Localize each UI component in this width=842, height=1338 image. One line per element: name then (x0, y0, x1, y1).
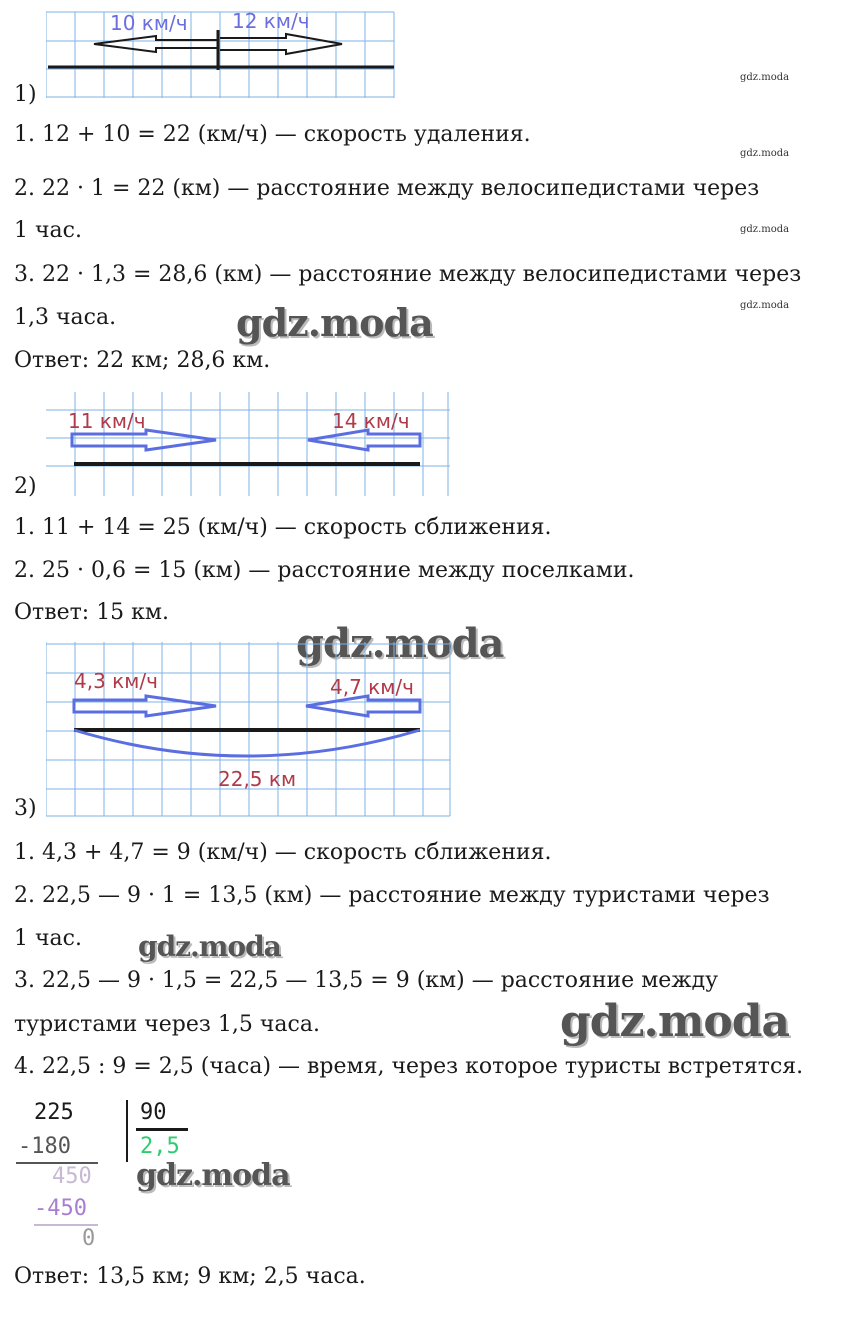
answer-line: Ответ: 22 км; 28,6 км. (14, 348, 271, 373)
arrow-right (306, 696, 420, 716)
diagram-1 (46, 6, 396, 102)
grid-lines (46, 12, 394, 98)
watermark-small: gdz.moda (740, 72, 790, 83)
grid-lines (46, 392, 450, 496)
diagram-3 (46, 642, 452, 822)
watermark-small: gdz.moda (740, 300, 790, 311)
solution-line: туристами через 1,5 часа. (14, 1012, 320, 1037)
diagram-3-svg (46, 642, 452, 818)
subtrahend-2: -450 (34, 1196, 87, 1221)
speed-left-label: 4,3 км/ч (74, 669, 158, 693)
speed-left-label: 11 км/ч (68, 409, 146, 433)
solution-line: 4. 22,5 : 9 = 2,5 (часа) — время, через которое туристы встретятся. (14, 1054, 804, 1079)
solution-line: 1. 4,3 + 4,7 = 9 (км/ч) — скорость сближения. (14, 840, 552, 865)
watermark-large: gdz.moda (138, 930, 281, 963)
distance-brace (74, 730, 420, 756)
watermark-large: gdz.moda (136, 1158, 290, 1193)
speed-right-label: 4,7 км/ч (330, 675, 414, 699)
watermark-small: gdz.moda (740, 224, 790, 235)
quotient: 2,5 (140, 1134, 180, 1159)
division-bar-vertical (126, 1100, 128, 1162)
solution-line: 2. 22,5 — 9 · 1 = 13,5 (км) — расстояние между туристами через (14, 883, 770, 908)
diagram-1-svg (46, 6, 396, 98)
diagram-2 (46, 388, 450, 500)
speed-left-label: 10 км/ч (110, 11, 188, 35)
arrow-right (308, 430, 420, 450)
answer-line: Ответ: 15 км. (14, 600, 170, 625)
solution-line: 1. 11 + 14 = 25 (км/ч) — скорость сближения. (14, 515, 552, 540)
distance-label: 22,5 км (218, 767, 297, 791)
subtrahend-1: -180 (18, 1134, 71, 1159)
watermark-large: gdz.moda (296, 620, 504, 667)
answer-line: Ответ: 13,5 км; 9 км; 2,5 часа. (14, 1264, 366, 1289)
solution-line: 1 час. (14, 926, 82, 951)
solution-line: 2. 25 · 0,6 = 15 (км) — расстояние между поселками. (14, 558, 635, 583)
watermark-small: gdz.moda (740, 148, 790, 159)
remainder-2: 0 (82, 1226, 96, 1251)
problem-3-label: 3) (14, 796, 37, 821)
diagram-2-svg (46, 388, 450, 496)
watermark-large: gdz.moda (560, 996, 790, 1047)
divisor-underline (136, 1128, 188, 1131)
solution-line: 3. 22 · 1,3 = 28,6 (км) — расстояние между велосипедистами через (14, 262, 802, 287)
arrow-right (220, 34, 342, 54)
problem-2-label: 2) (14, 474, 37, 499)
solution-line: 1. 12 + 10 = 22 (км/ч) — скорость удаления. (14, 122, 531, 147)
problem-1-label: 1) (14, 82, 37, 107)
solution-line: 1,3 часа. (14, 305, 117, 330)
solution-line: 1 час. (14, 218, 82, 243)
speed-right-label: 14 км/ч (332, 409, 410, 433)
solution-line: 3. 22,5 — 9 · 1,5 = 22,5 — 13,5 = 9 (км) — расстояние между (14, 968, 719, 993)
remainder-1: 450 (52, 1164, 92, 1189)
watermark-large: gdz.moda (236, 300, 433, 345)
divisor: 90 (140, 1100, 167, 1125)
arrow-left (72, 430, 216, 450)
arrow-left (74, 696, 216, 716)
solution-line: 2. 22 · 1 = 22 (км) — расстояние между велосипедистами через (14, 176, 760, 201)
dividend: 225 (34, 1100, 74, 1125)
speed-right-label: 12 км/ч (232, 9, 310, 33)
arrow-left (94, 36, 218, 52)
